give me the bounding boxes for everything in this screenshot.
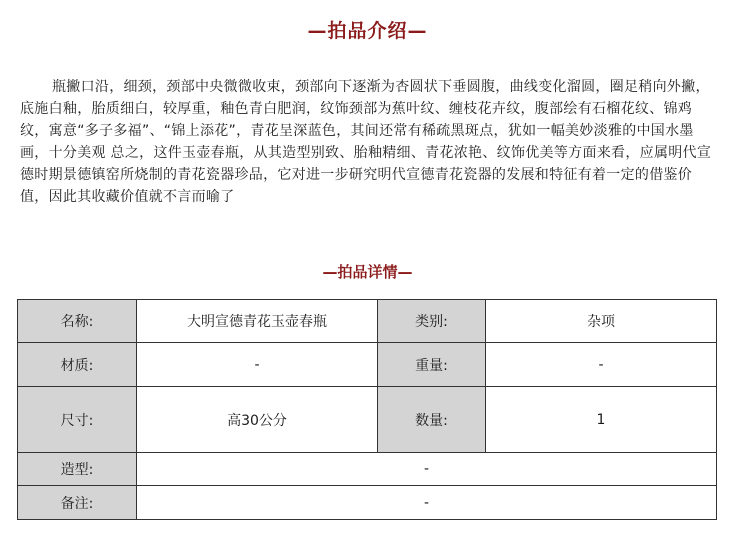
- table-row: [18, 300, 717, 343]
- material-value: -: [137, 343, 378, 387]
- table-row: [18, 387, 717, 453]
- shape-label: 造型:: [18, 453, 137, 486]
- details-table: [17, 299, 717, 520]
- name-value: 大明宣德青花玉壶春瓶: [137, 300, 378, 343]
- details-section-title: —拍品详情—: [322, 263, 413, 281]
- size-value: 高30公分: [137, 387, 378, 453]
- remark-value: -: [137, 486, 717, 520]
- weight-label: 重量:: [378, 343, 486, 387]
- category-label: 类别:: [378, 300, 486, 343]
- quantity-value: 1: [486, 387, 717, 453]
- intro-paragraph: 瓶撇口沿，细颈，颈部中央微微收束，颈部向下逐渐为杏圆状下垂圆腹，曲线变化溜圆，圈足稍向外撇，底施白釉，胎质细白，较厚重，釉色青白肥润，纹饰颈部为蕉叶纹、缠枝花卉纹，腹部绘有石榴花纹、锦鸡纹，寓意“多子多福”、“锦上添花”，青花呈深蓝色，其间还常有稀疏黑斑点，犹如一幅美妙淡雅的中国水墨画，十分美观 总之，这件玉壶春瓶，从其造型别致、胎釉精细、青花浓艳、纹饰优美等方面来看，应属明代宣德时期景德镇窑所烧制的青花瓷器珍品，它对进一步研究明代宣德青花瓷器的发展和特征有着一定的借鉴价值，因此其收藏价值就不言而喻了: [20, 79, 712, 205]
- table-row: [18, 343, 717, 387]
- quantity-label: 数量:: [378, 387, 486, 453]
- weight-value: -: [486, 343, 717, 387]
- category-value: 杂项: [486, 300, 717, 343]
- name-label: 名称:: [18, 300, 137, 343]
- material-label: 材质:: [18, 343, 137, 387]
- shape-value: -: [137, 453, 717, 486]
- table-row: [18, 486, 717, 520]
- intro-section-title: —拍品介绍—: [307, 20, 428, 42]
- remark-label: 备注:: [18, 486, 137, 520]
- table-row: [18, 453, 717, 486]
- size-label: 尺寸:: [18, 387, 137, 453]
